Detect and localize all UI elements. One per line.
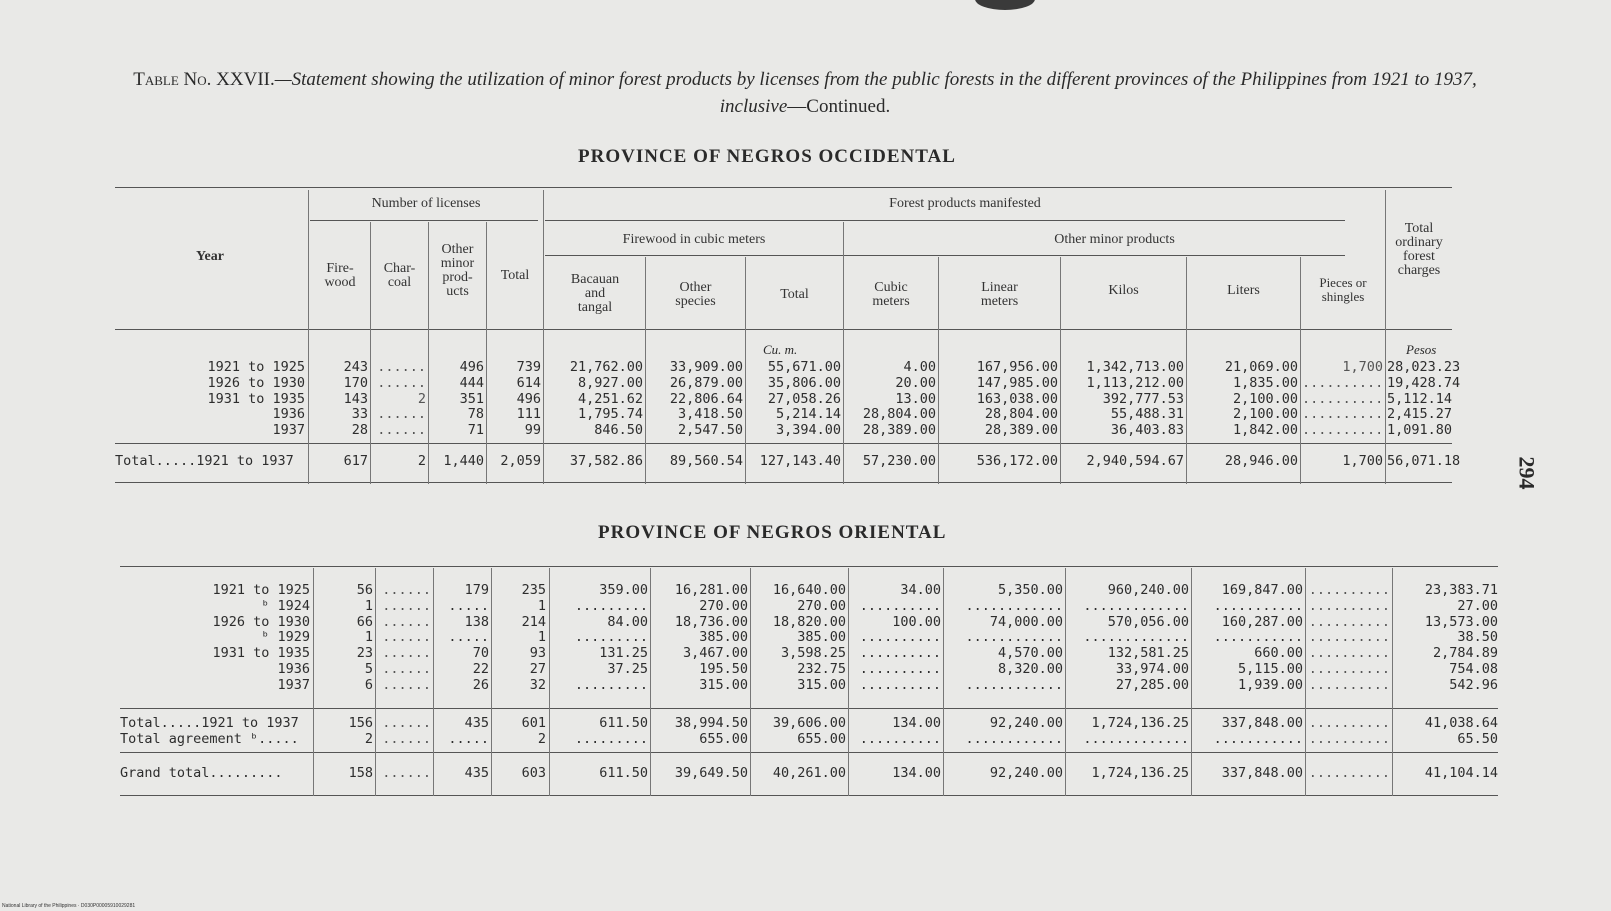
ori-firewood: 56 1 66 1 23 5 6 bbox=[356, 582, 373, 693]
rule-licenses bbox=[310, 220, 538, 221]
caption-tail: —Continued. bbox=[787, 96, 891, 117]
vline bbox=[486, 222, 487, 484]
occ-liters: 21,069.00 1,835.00 2,100.00 2,100.00 1,842.00 bbox=[1224, 359, 1298, 439]
header-kilos: Kilos bbox=[1108, 283, 1139, 298]
occ-bacauan: 21,762.00 8,927.00 4,251.62 1,795.74 846.50 bbox=[569, 359, 643, 439]
rule-bottom-occ bbox=[115, 482, 1452, 483]
ori-bacauan: 359.00 ......... 84.00 ......... 131.25 37.25 ......... bbox=[574, 582, 648, 693]
vline bbox=[433, 568, 434, 796]
scan-blemish bbox=[975, 0, 1035, 10]
ori-total-fw-total: 39,606.00 655.00 bbox=[772, 715, 846, 747]
vline bbox=[650, 568, 651, 796]
ori-grand-charges: 41,104.14 bbox=[1424, 765, 1498, 781]
header-other-minor: Other minor prod- ucts bbox=[440, 242, 475, 299]
occ-total-other: 1,440 bbox=[443, 453, 484, 469]
occ-total-other-species: 89,560.54 bbox=[669, 453, 743, 469]
occ-total-bacauan: 37,582.86 bbox=[569, 453, 643, 469]
occ-total: 739 614 496 111 99 bbox=[516, 359, 541, 439]
header-bacauan: Bacauan and tangal bbox=[570, 272, 620, 315]
header-other-species: Other species bbox=[675, 280, 716, 309]
vline bbox=[750, 568, 751, 796]
ori-total: 235 1 214 1 93 27 32 bbox=[521, 582, 546, 693]
header-linear-meters: Linear meters bbox=[980, 280, 1019, 309]
occ-total-cubic: 57,230.00 bbox=[862, 453, 936, 469]
ori-total-cubic: 134.00 .......... bbox=[859, 715, 941, 747]
vline bbox=[543, 190, 544, 484]
header-total-charges: Total ordinary forest charges bbox=[1395, 221, 1443, 278]
unit-cubic-meters: Cu. m. bbox=[763, 342, 798, 357]
ori-grand-kilos: 1,724,136.25 bbox=[1091, 765, 1189, 781]
header-firewood-cubic: Firewood in cubic meters bbox=[622, 232, 766, 247]
ori-kilos: 960,240.00 ............. 570,056.00 ............. 132,581.25 33,974.00 27,285.00 bbox=[1083, 582, 1189, 693]
occ-total-label: Total.....1921 to 1937 bbox=[115, 453, 294, 469]
occ-cubic: 4.00 20.00 13.00 28,804.00 28,389.00 bbox=[862, 359, 936, 439]
occ-other: 496 444 351 78 71 bbox=[459, 359, 484, 439]
ori-other-species: 16,281.00 270.00 18,736.00 385.00 3,467.00 195.50 315.00 bbox=[674, 582, 748, 693]
rule-total-occ bbox=[115, 443, 1452, 444]
header-forest-products: Forest products manifested bbox=[889, 196, 1041, 211]
vline bbox=[1392, 568, 1393, 796]
oriental-title: PROVINCE OF NEGROS ORIENTAL bbox=[598, 522, 947, 543]
rule-head-occ bbox=[115, 329, 1452, 330]
occ-total-charcoal: 2 bbox=[417, 453, 426, 469]
ori-pieces: .......... .......... .......... .......... .......... .......... .......... bbox=[1308, 582, 1390, 693]
occ-years: 1921 to 1925 1926 to 1930 1931 to 1935 1936 1937 bbox=[207, 359, 305, 439]
vline bbox=[308, 190, 309, 484]
occ-pieces: 1,700 .......... .......... .......... .......... bbox=[1302, 359, 1384, 439]
occ-fw-total: 55,671.00 35,806.00 27,058.26 5,214.14 3,394.00 bbox=[767, 359, 841, 439]
ori-linear: 5,350.00 ............ 74,000.00 ............ 4,570.00 8,320.00 ............ bbox=[965, 582, 1063, 693]
ori-grand-cubic: 134.00 bbox=[892, 765, 941, 781]
ori-cubic: 34.00 .......... 100.00 .......... .......... .......... .......... bbox=[859, 582, 941, 693]
ori-grand-other-species: 39,649.50 bbox=[674, 765, 748, 781]
ori-charges: 23,383.71 27.00 13,573.00 38.50 2,784.89 754.08 542.96 bbox=[1424, 582, 1498, 693]
ori-grand-fw-total: 40,261.00 bbox=[772, 765, 846, 781]
ori-grand-other: 435 bbox=[464, 765, 489, 781]
ori-total-other-species: 38,994.50 655.00 bbox=[674, 715, 748, 747]
header-cubic-meters: Cubic meters bbox=[872, 280, 910, 309]
vline bbox=[491, 568, 492, 796]
occ-kilos: 1,342,713.00 1,113,212.00 392,777.53 55,488.31 36,403.83 bbox=[1086, 359, 1184, 439]
rule-products bbox=[545, 220, 1345, 221]
header-charcoal: Char- coal bbox=[383, 261, 416, 290]
page-number: 294 bbox=[1514, 456, 1540, 490]
occ-charges: 28,023.23 19,428.74 5,112.14 2,415.27 1,091.80 bbox=[1387, 359, 1461, 439]
ori-total-firewood: 156 2 bbox=[348, 715, 373, 747]
ori-grand-bacauan: 611.50 bbox=[599, 765, 648, 781]
ori-grand-label: Grand total......... bbox=[120, 765, 283, 781]
ori-liters: 169,847.00 ........... 160,287.00 ........... 660.00 5,115.00 1,939.00 bbox=[1213, 582, 1303, 693]
rule-total-ori bbox=[120, 708, 1498, 709]
occ-total-firewood: 617 bbox=[343, 453, 368, 469]
vline bbox=[1305, 568, 1306, 796]
ori-grand-total: 603 bbox=[521, 765, 546, 781]
ori-total-liters: 337,848.00 ........... bbox=[1213, 715, 1303, 747]
vline bbox=[843, 222, 844, 484]
vline bbox=[848, 568, 849, 796]
header-firewood: Fire- wood bbox=[324, 261, 356, 290]
scan-footer: National Library of the Philippines · D030P00005910029281 bbox=[2, 903, 136, 909]
caption-lead: Table No. XXVII. bbox=[133, 69, 275, 90]
occ-total-kilos: 2,940,594.67 bbox=[1086, 453, 1184, 469]
occ-firewood: 243 170 143 33 28 bbox=[343, 359, 368, 439]
occ-total-fw-total: 127,143.40 bbox=[759, 453, 841, 469]
ori-grand-firewood: 158 bbox=[348, 765, 373, 781]
ori-total-pieces: .......... .......... bbox=[1308, 715, 1390, 747]
occ-total-liters: 28,946.00 bbox=[1224, 453, 1298, 469]
ori-total-other: 435 ..... bbox=[448, 715, 489, 747]
vline bbox=[549, 568, 550, 796]
occ-total-pieces: 1,700 bbox=[1342, 453, 1383, 469]
occ-total-total: 2,059 bbox=[500, 453, 541, 469]
rule-top-ori bbox=[120, 566, 1498, 567]
ori-total-kilos: 1,724,136.25 ............. bbox=[1083, 715, 1189, 747]
header-number-of-licenses: Number of licenses bbox=[371, 196, 481, 211]
header-pieces: Pieces or shingles bbox=[1319, 275, 1367, 304]
vline bbox=[1065, 568, 1066, 796]
vline bbox=[943, 568, 944, 796]
ori-grand-linear: 92,240.00 bbox=[989, 765, 1063, 781]
ori-charcoal: ...... ...... ...... ...... ...... ...... ...... bbox=[382, 582, 431, 693]
header-other-minor-products: Other minor products bbox=[1054, 232, 1175, 247]
ori-total-label: Total.....1921 to 1937 Total agreement ᵇ..... bbox=[120, 715, 299, 747]
occ-total-charges: 56,071.18 bbox=[1387, 453, 1461, 469]
caption-italic: —Statement showing the utilization of minor forest products by licenses from the public forests in the different provinces of the Philippines from 1921 to 1937, inclusive bbox=[274, 69, 1477, 117]
ori-years: 1921 to 1925 ᵇ 1924 1926 to 1930 ᵇ 1929 1931 to 1935 1936 1937 bbox=[212, 582, 310, 693]
ori-total-total: 601 2 bbox=[521, 715, 546, 747]
table-caption bbox=[115, 66, 1495, 120]
header-total: Total bbox=[500, 268, 530, 283]
rule-top-occ bbox=[115, 187, 1452, 188]
occ-total-linear: 536,172.00 bbox=[976, 453, 1058, 469]
vline bbox=[313, 568, 314, 796]
rule-grand-ori bbox=[120, 752, 1498, 753]
header-fw-total: Total bbox=[780, 287, 809, 302]
ori-grand-charcoal: ...... bbox=[382, 765, 431, 781]
ori-fw-total: 16,640.00 270.00 18,820.00 385.00 3,598.25 232.75 315.00 bbox=[772, 582, 846, 693]
occ-linear: 167,956.00 147,985.00 163,038.00 28,804.00 28,389.00 bbox=[976, 359, 1058, 439]
ori-total-linear: 92,240.00 ............ bbox=[965, 715, 1063, 747]
ori-other: 179 ..... 138 ..... 70 22 26 bbox=[448, 582, 489, 693]
ori-total-charcoal: ...... ...... bbox=[382, 715, 431, 747]
ori-grand-liters: 337,848.00 bbox=[1221, 765, 1303, 781]
vline bbox=[375, 568, 376, 796]
rule-sub bbox=[545, 255, 1345, 256]
ori-total-bacauan: 611.50 ......... bbox=[574, 715, 648, 747]
header-year: Year bbox=[196, 249, 224, 264]
occ-charcoal: ...... ...... 2 ...... ...... bbox=[377, 359, 426, 439]
ori-grand-pieces: .......... bbox=[1308, 765, 1390, 781]
occ-other-species: 33,909.00 26,879.00 22,806.64 3,418.50 2,547.50 bbox=[669, 359, 743, 439]
vline bbox=[1191, 568, 1192, 796]
rule-bottom-ori bbox=[120, 795, 1498, 796]
header-liters: Liters bbox=[1227, 283, 1260, 298]
ori-total-charges: 41,038.64 65.50 bbox=[1424, 715, 1498, 747]
unit-pesos: Pesos bbox=[1406, 342, 1437, 357]
occidental-title: PROVINCE OF NEGROS OCCIDENTAL bbox=[578, 146, 956, 167]
